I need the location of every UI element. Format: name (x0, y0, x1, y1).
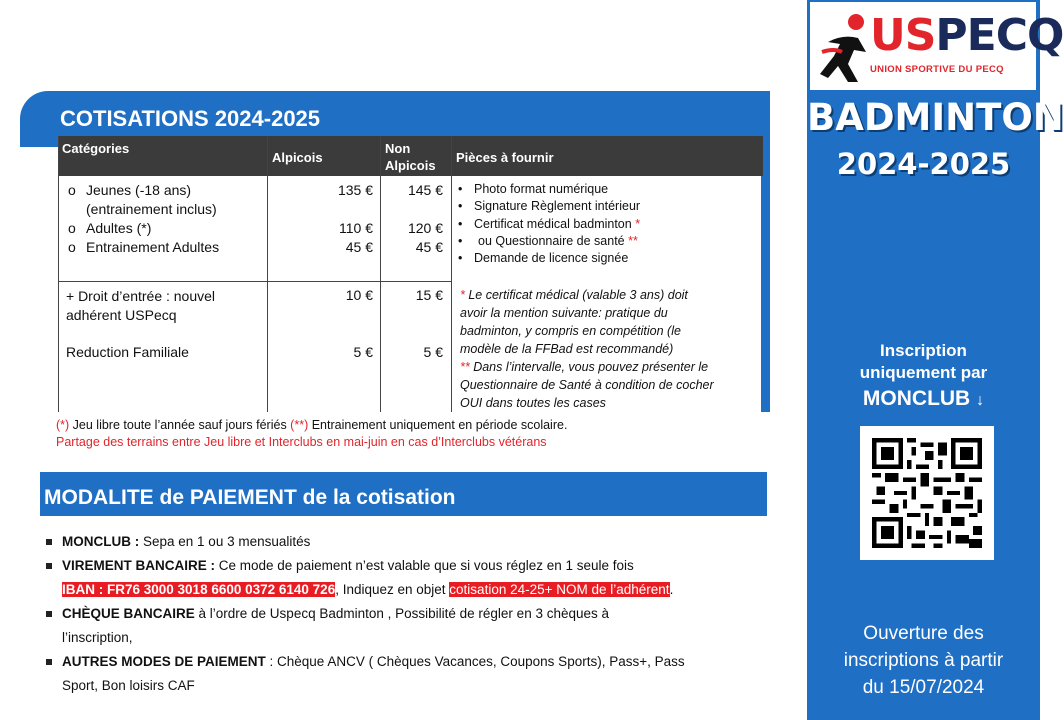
piece-item-continued: • ou Questionnaire de santé ** (456, 233, 640, 250)
qr-code-icon (872, 438, 982, 548)
price-jeunes-non: 145 € (407, 182, 443, 198)
logo-wordmark: USPECQ (870, 10, 1064, 61)
opening-date-info: Ouverture des inscriptions à partir du 15/07/2024 (843, 623, 1004, 698)
bullet-circle-icon: o (68, 220, 76, 236)
arrow-down-icon: ↓ (976, 392, 985, 409)
payment-monclub: MONCLUB : Sepa en 1 ou 3 mensualités (44, 530, 764, 554)
header-categories: Catégories (62, 141, 130, 156)
footnote-jeu-libre: (*) Jeu libre toute l’année sauf jours fériés (**) Entrainement uniquement en période scolaire. (56, 418, 568, 432)
bullet-circle-icon: o (68, 182, 76, 198)
inscription-info: Inscription uniquement par MONCLUB ↓ (859, 341, 988, 410)
footnote-interclubs: Partage des terrains entre Jeu libre et Interclubs en mai-juin en cas d’Interclubs vétérans (56, 435, 547, 449)
category-jeunes-note: (entrainement inclus) (86, 201, 217, 217)
pieces-list (456, 181, 640, 267)
objet-highlight: cotisation 24-25+ NOM de l’adhérent (449, 582, 670, 597)
price-jeunes-alpi: 135 € (337, 182, 373, 198)
header-pieces: Pièces à fournir (456, 150, 554, 165)
price-reduc-alpi: 5 € (353, 344, 373, 360)
logo-subtitle: UNION SPORTIVE DU PECQ (870, 64, 1004, 75)
bullet-square-icon (46, 563, 52, 569)
reduction-label: Reduction Familiale (66, 344, 189, 360)
cotisations-table (58, 136, 763, 412)
sport-title: BADMINTON (807, 96, 1064, 139)
piece-item: • Signature Règlement intérieur (456, 198, 640, 215)
category-entrainement: Entrainement Adultes (86, 239, 220, 255)
modalite-title: MODALITE de PAIEMENT de la cotisation (44, 486, 456, 509)
col-divider-1 (267, 136, 268, 412)
monclub-label: MONCLUB (862, 387, 971, 410)
piece-item: • Photo format numérique (456, 181, 640, 198)
payment-virement: VIREMENT BANCAIRE : Ce mode de paiement n’est valable que si vous réglez en 1 seule fois (44, 554, 764, 578)
price-entrainement-non: 45 € (415, 239, 443, 255)
category-jeunes: Jeunes (-18 ans) (86, 182, 192, 198)
piece-item: • Certificat médical badminton * (456, 216, 640, 233)
col-divider-3 (451, 136, 452, 412)
uspecq-logo (810, 2, 1064, 90)
price-adultes-non: 120 € (407, 220, 443, 236)
qr-code[interactable] (860, 426, 994, 560)
col-divider-2 (380, 136, 381, 412)
price-adultes-alpi: 110 € (339, 220, 373, 236)
payment-autres-cont: Sport, Bon loisirs CAF (62, 678, 195, 693)
iban-highlight: IBAN : FR76 3000 3018 6600 0372 6140 726 (62, 582, 336, 597)
payment-autres: AUTRES MODES DE PAIEMENT : Chèque ANCV ( Chèques Vacances, Coupons Sports), Pass+, Pass (44, 650, 764, 674)
certificat-note: * Le certificat médical (valable 3 ans) doit avoir la mention suivante: pratique du badminton, y compris en compétition (le modèle de la FFBad est recommandé) ** Dans l’intervalle, vous pouvez présenter le Questionnaire de Santé à condition de cocher OUI dans toutes les cases (460, 288, 714, 410)
droit-entree-label: + Droit d’entrée : nouvel adhérent USPecq (66, 288, 216, 323)
bullet-square-icon (46, 539, 52, 545)
price-reduc-non: 5 € (423, 344, 443, 360)
payment-iban-line: IBAN : FR76 3000 3018 6600 0372 6140 726, Indiquez en objet cotisation 24-25+ NOM de l’adhérent. (62, 582, 674, 597)
price-droit-alpi: 10 € (345, 287, 373, 303)
category-adultes: Adultes (*) (86, 220, 152, 236)
cotisations-title: COTISATIONS 2024-2025 (60, 106, 321, 131)
price-droit-non: 15 € (415, 287, 443, 303)
payment-methods-list (44, 530, 764, 698)
runner-logo-icon (818, 12, 874, 84)
payment-cheque: CHÈQUE BANCAIRE à l’ordre de Uspecq Badminton , Possibilité de régler en 3 chèques à (44, 602, 764, 626)
table-border-left (58, 136, 59, 412)
price-entrainement-alpi: 45 € (345, 239, 373, 255)
piece-item: • Demande de licence signée (456, 250, 640, 267)
bullet-circle-icon: o (68, 239, 76, 255)
header-non-alpicois: Non Alpicois (385, 141, 436, 173)
header-alpicois: Alpicois (272, 150, 323, 165)
season-year: 2024-2025 (836, 147, 1011, 181)
row-divider (58, 281, 451, 282)
payment-cheque-cont: l’inscription, (62, 630, 133, 645)
bullet-square-icon (46, 611, 52, 617)
bullet-square-icon (46, 659, 52, 665)
